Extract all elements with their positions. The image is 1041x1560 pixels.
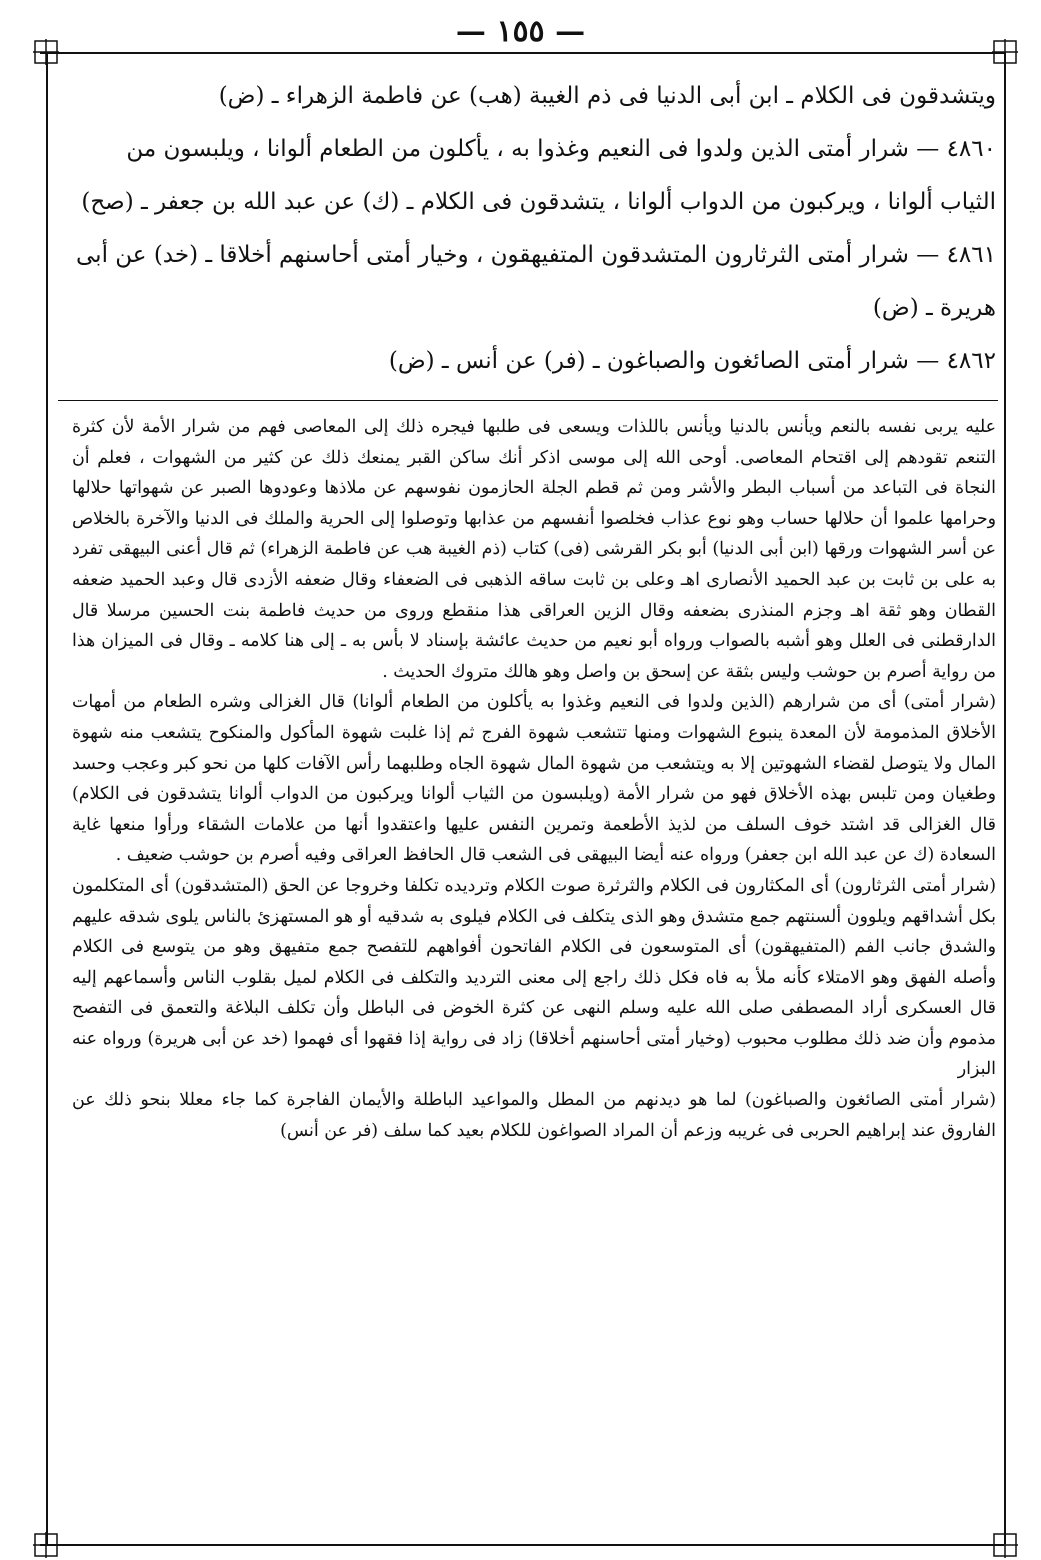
- hadith-entry-4862: ٤٨٦٢ — شرار أمتى الصائغون والصباغون ـ (فر) عن أنس ـ (ض): [388, 348, 996, 374]
- hadith-list: [70, 70, 996, 388]
- hadith-entry-4861: ٤٨٦١ — شرار أمتى الثرثارون المتشدقون المتفيهقون ، وخيار أمتى أحاسنهم أخلاقا ـ (خد) عن أبى هريرة ـ (ض): [76, 242, 996, 321]
- frame-left-border: [46, 52, 48, 1544]
- frame-bottom-border: [40, 1544, 1004, 1546]
- commentary-paragraph-4: (شرار أمتى الصائغون والصباغون) لما هو ديدنهم من المطل والمواعيد الباطلة والأيمان الفاجرة كما جاء معللا بنحو ذلك عن الفاروق عند إبراهيم الحربى فى غريبه وزعم أن المراد الصواغون للكلام بعيد كما سلف (فر عن أنس): [72, 1090, 996, 1141]
- commentary-section: [72, 412, 996, 1146]
- corner-ornament-bottom-right: [990, 1530, 1020, 1560]
- corner-ornament-top-right: [990, 37, 1020, 67]
- commentary-paragraph-1: عليه يربى نفسه بالنعم ويأنس بالدنيا ويأنس باللذات ويسعى فى طلبها فيجره ذلك إلى المعاصى فهم من شرار الأمة لأن كثرة التنعم تقودهم إلى اقتحام المعاصى. أوحى الله إلى موسى اذكر أنك ساكن القبر يمنعك ذلك عن كثير من الشهوات ، فعلم أن النجاة فى التباعد من أسباب البطر والأشر ومن ثم قطم الجلة الحازمون نفوسهم عن ملاذها وعودوها الصبر عن شهواتها حلالها وحرامها علموا أن حلالها حساب وهو نوع عذاب فخلصوا أنفسهم من عذابها وتوصلوا إلى الحرية والملك فى الدنيا والآخرة بالخلاص عن أسر الشهوات ورقها (ابن أبى الدنيا) أبو بكر القرشى (فى) كتاب (ذم الغيبة هب عن فاطمة الزهراء) ثم قال أعنى البيهقى تفرد به على بن ثابت بن عبد الحميد الأنصارى اهـ وعلى بن ثابت ساقه الذهبى فى الضعفاء وقال ضعفه الأزدى قال وعبد الحميد ضعفه القطان وهو ثقة اهـ وجزم المنذرى بضعفه وقال الزين العراقى هذا منقطع وروى من حديث فاطمة بنت الحسين مرسلا قال الدارقطنى فى العلل وهو أشبه بالصواب ورواه أبو نعيم من حديث عائشة بإسناد لا بأس به ـ إلى هنا كلامه ـ وقال فى الميزان هذا من رواية أصرم بن حوشب وليس بثقة عن إسحق بن واصل وهو هالك متروك الحديث .: [72, 417, 996, 682]
- commentary-paragraph-3: (شرار أمتى الثرثارون) أى المكثارون فى الكلام والثرثرة صوت الكلام وترديده تكلفا وخروجا عن الحق (المتشدقون) أى المتكلمون بكل أشداقهم ويلوون ألسنتهم جمع متشدق وهو الذى يتكلف فى الكلام فيلوى به شدقيه أو هو المستهزئ بالناس يلوى شدقه عليهم والشدق جانب الفم (المتفيهقون) أى المتوسعون فى الكلام الفاتحون أفواههم للتفصح جمع متفيهق وهو من يتوسع فى الكلام وأصله الفهق وهو الامتلاء كأنه ملأ به فاه فكل ذلك راجع إلى معنى الترديد والتكلف فى الكلام لميل بقلوب الناس وأسماعهم إليه قال العسكرى أراد المصطفى صلى الله عليه وسلم النهى عن كثرة الخوض فى الباطل وأن تكلف البلاغة والتعمق فى التفصح مذموم وأن ضد ذلك مطلوب محبوب (وخيار أمتى أحاسنهم أخلاقا) زاد فى رواية إذا فقهوا أى فهموا (خد عن أبى هريرة) ورواه عنه البزار: [72, 875, 996, 1080]
- frame-top-border: [40, 52, 1004, 54]
- hadith-entry-4860: ٤٨٦٠ — شرار أمتى الذين ولدوا فى النعيم وغذوا به ، يأكلون من الطعام ألوانا ، ويلبسون من الثياب ألوانا ، ويركبون من الدواب ألوانا ، يتشدقون فى الكلام ـ (ك) عن عبد الله بن جعفر ـ (صح): [81, 136, 996, 215]
- corner-ornament-top-left: [31, 37, 61, 67]
- page-number: — ١٥٥ —: [455, 14, 586, 49]
- commentary-paragraph-2: (شرار أمتى) أى من شرارهم (الذين ولدوا فى النعيم وغذوا به يأكلون من الطعام ألوانا) قال الغزالى وشره الطعام من أمهات الأخلاق المذمومة لأن المعدة ينبوع الشهوات ومنها تتشعب شهوة الفرج ثم إذا غلبت شهوة المأكول والمنكوح يتشعب منه شهوة المال ولا يتوصل لقضاء الشهوتين إلا به ويتشعب من شهوة المال شهوة الجاه وطلبهما رأس الآفات كلها من نحو كبر وعجب وحسد وطغيان ومن تلبس بهذه الأخلاق فهو من شرار الأمة (ويلبسون من الثياب ألوانا ويركبون من الدواب ألوانا يتشدقون فى الكلام) قال الغزالى قد اشتد خوف السلف من لذيذ الأطعمة وتمرين النفس عليها واعتقدوا أنها من علامات الشقاء ورأوا منعها غاية السعادة (ك عن عبد الله ابن جعفر) ورواه عنه أيضا البيهقى فى الشعب قال الحافظ العراقى وفيه أصرم بن حوشب ضعيف .: [72, 692, 996, 866]
- corner-ornament-bottom-left: [31, 1530, 61, 1560]
- hadith-entry-continuation: ويتشدقون فى الكلام ـ ابن أبى الدنيا فى ذم الغيبة (هب) عن فاطمة الزهراء ـ (ض): [218, 83, 996, 109]
- frame-right-border: [1004, 52, 1006, 1544]
- section-divider: [58, 400, 998, 401]
